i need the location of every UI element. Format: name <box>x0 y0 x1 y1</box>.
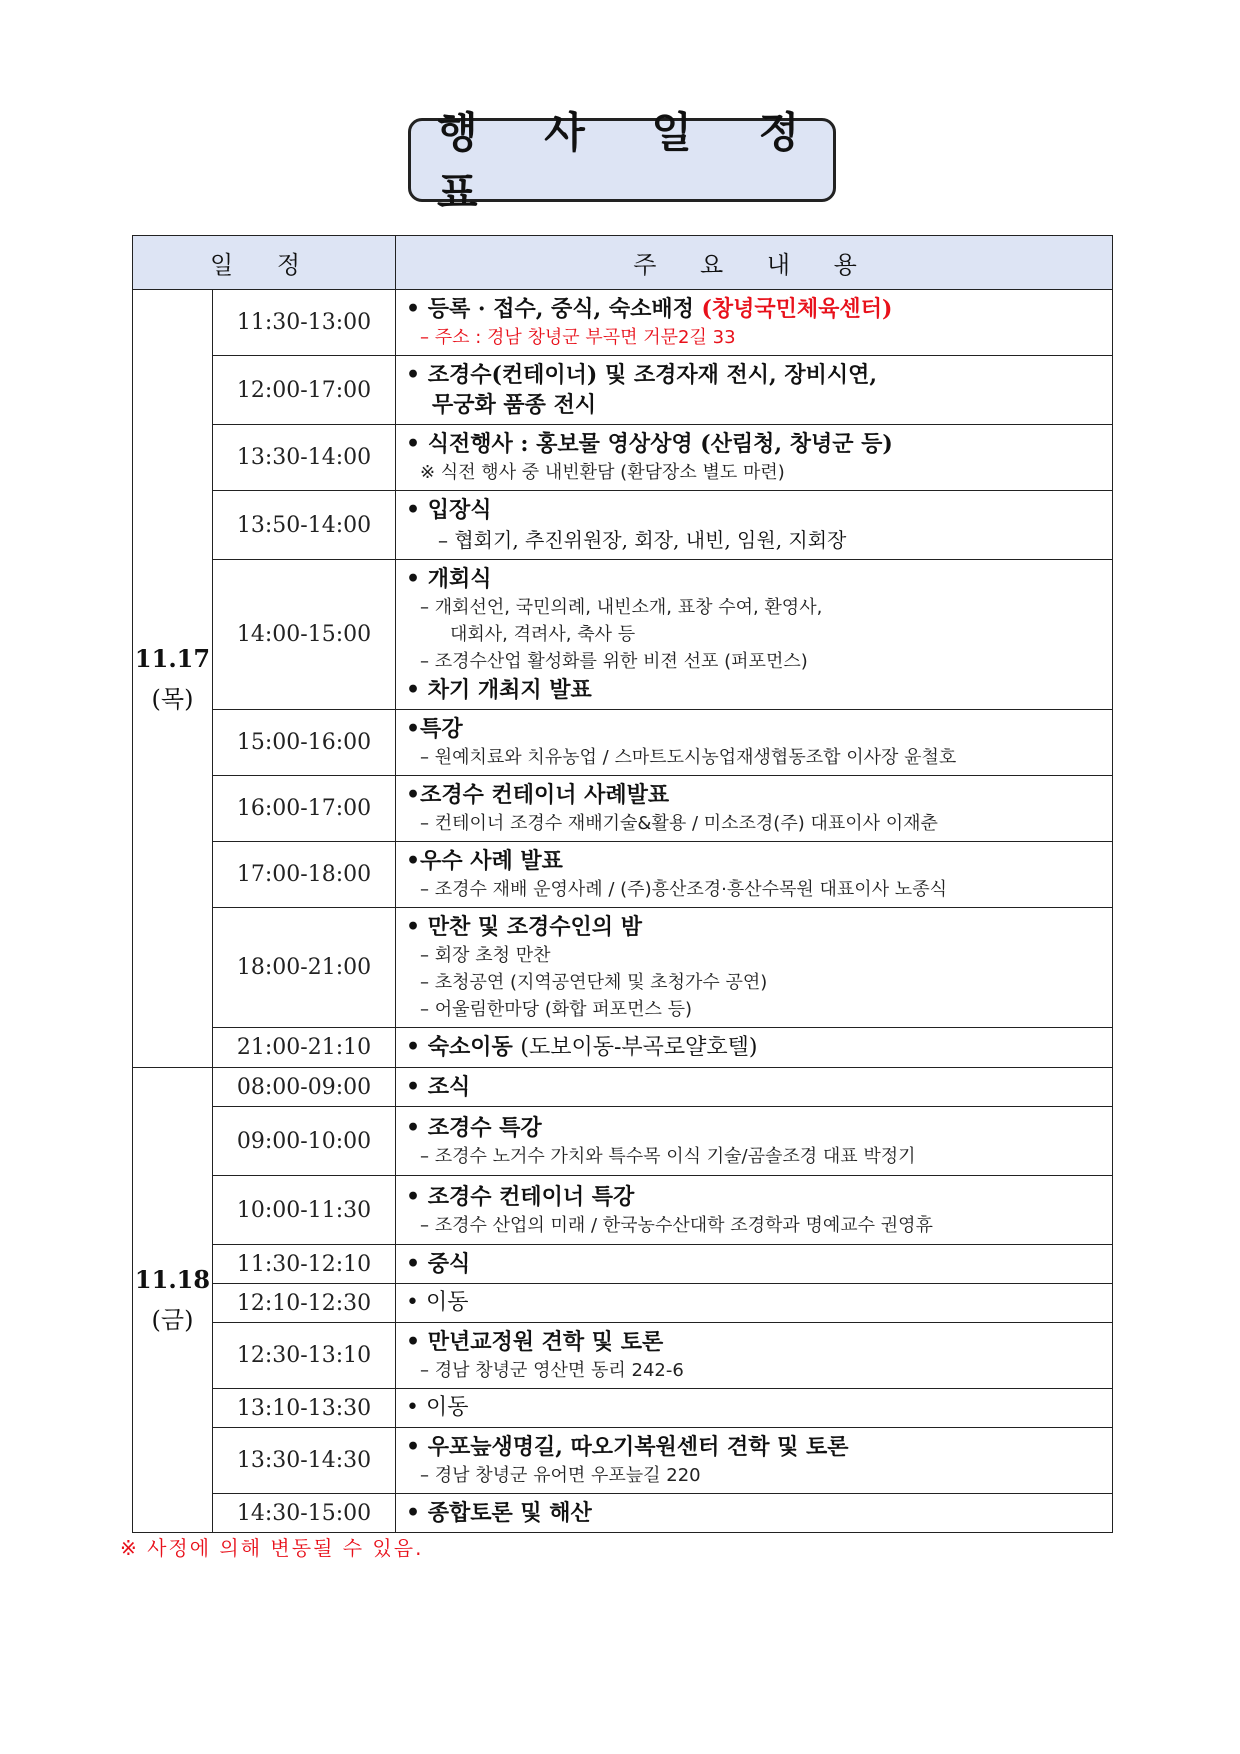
table-header-row <box>133 236 1113 290</box>
table-row <box>133 1284 1113 1323</box>
item-plain-text: (도보이동-부곡로얄호텔) <box>520 1035 758 1060</box>
day-cell-2 <box>133 1068 213 1533</box>
item-text: •조경수 컨테이너 사례발표 <box>406 782 670 808</box>
content-cell <box>396 776 1113 842</box>
item-text: • 조경수 특강 <box>406 1114 542 1141</box>
content-cell <box>396 1389 1113 1428</box>
table-row <box>133 842 1113 908</box>
item-text: • 개회식 <box>406 566 492 592</box>
time-cell: 15:00-16:00 <box>213 710 396 776</box>
sub-text: – 조경수 노거수 가치와 특수목 이식 기술/곰솔조경 대표 박정기 <box>420 1145 916 1167</box>
item-text: • 우포늪생명길, 따오기복원센터 견학 및 토론 <box>406 1434 849 1460</box>
content-cell <box>396 908 1113 1028</box>
item-red-text: (창녕국민체육센터) <box>701 296 893 322</box>
table-row <box>133 1107 1113 1176</box>
item-text: • 이동 <box>406 1395 469 1420</box>
sub-text: – 원예치료와 치유농업 / 스마트도시농업재생협동조합 이사장 윤철호 <box>420 747 957 768</box>
time-cell: 13:10-13:30 <box>213 1389 396 1428</box>
table-row <box>133 1028 1113 1068</box>
table-row <box>133 1176 1113 1245</box>
content-cell <box>396 1428 1113 1494</box>
table-row <box>133 908 1113 1028</box>
sub-text: – 경남 창녕군 영산면 동리 242-6 <box>420 1360 684 1381</box>
table-row <box>133 776 1113 842</box>
sub-text: – 주소 : 경남 창녕군 부곡면 거문2길 33 <box>420 327 736 348</box>
table-row <box>133 1428 1113 1494</box>
content-cell <box>396 1323 1113 1389</box>
day-weekday: (목) <box>151 684 194 713</box>
time-cell: 13:30-14:00 <box>213 425 396 491</box>
time-cell: 16:00-17:00 <box>213 776 396 842</box>
footnote: ※ 사정에 의해 변동될 수 있음. <box>120 1536 424 1560</box>
content-cell <box>396 842 1113 908</box>
time-cell: 08:00-09:00 <box>213 1068 396 1107</box>
sub-text: – 조경수산업 활성화를 위한 비젼 선포 (퍼포먼스) <box>420 651 808 672</box>
table-row <box>133 1323 1113 1389</box>
sub-text-cont: 대회사, 격려사, 축사 등 <box>450 624 636 645</box>
time-cell: 12:00-17:00 <box>213 356 396 425</box>
sub-text: – 어울림한마당 (화합 퍼포먼스 등) <box>420 999 692 1020</box>
item-text: • 만년교정원 견학 및 토론 <box>406 1329 664 1355</box>
header-date: 일 정 <box>133 236 396 290</box>
item-text: • 차기 개최지 발표 <box>406 677 592 703</box>
item-text: • 중식 <box>406 1251 471 1277</box>
table-row <box>133 1068 1113 1107</box>
day-cell-1 <box>133 290 213 1068</box>
content-cell <box>396 425 1113 491</box>
time-cell: 14:00-15:00 <box>213 560 396 710</box>
item-text: • 숙소이동 <box>406 1034 521 1060</box>
time-cell: 21:00-21:10 <box>213 1028 396 1068</box>
day-date: 11.17 <box>134 643 211 673</box>
item-text: •특강 <box>406 716 463 742</box>
item-text: • 종합토론 및 해산 <box>406 1500 592 1526</box>
table-row <box>133 356 1113 425</box>
time-cell: 14:30-15:00 <box>213 1494 396 1533</box>
header-content: 주 요 내 용 <box>396 236 1113 290</box>
day-date: 11.18 <box>134 1265 211 1294</box>
item-text: • 등록 · 접수, 중식, 숙소배정 <box>406 296 702 322</box>
item-text-cont: 무궁화 품종 전시 <box>432 392 597 418</box>
item-text: • 조식 <box>406 1074 471 1100</box>
item-text: • 조경수(컨테이너) 및 조경자재 전시, 장비시연, <box>406 362 878 388</box>
time-cell: 12:30-13:10 <box>213 1323 396 1389</box>
sub-text: – 회장 초청 만찬 <box>420 945 551 966</box>
day-weekday: (금) <box>151 1306 194 1334</box>
table-row <box>133 560 1113 710</box>
time-cell: 11:30-13:00 <box>213 290 396 356</box>
sub-text: – 조경수 재배 운영사례 / (주)흥산조경·흥산수목원 대표이사 노종식 <box>420 879 947 900</box>
content-cell <box>396 1068 1113 1107</box>
time-cell: 12:10-12:30 <box>213 1284 396 1323</box>
sub-text: – 협회기, 추진위원장, 회장, 내빈, 임원, 지회장 <box>438 528 847 552</box>
item-text: • 만찬 및 조경수인의 밤 <box>406 914 642 940</box>
table-row <box>133 1245 1113 1284</box>
content-cell <box>396 710 1113 776</box>
time-cell: 18:00-21:00 <box>213 908 396 1028</box>
time-cell: 13:30-14:30 <box>213 1428 396 1494</box>
time-cell: 11:30-12:10 <box>213 1245 396 1284</box>
sub-text: – 컨테이너 조경수 재배기술&활용 / 미소조경(주) 대표이사 이재춘 <box>420 813 938 834</box>
content-cell <box>396 290 1113 356</box>
content-cell <box>396 560 1113 710</box>
content-cell <box>396 1107 1113 1176</box>
sub-text: – 개회선언, 국민의례, 내빈소개, 표창 수여, 환영사, <box>420 597 823 618</box>
time-cell: 13:50-14:00 <box>213 491 396 560</box>
table-row <box>133 1494 1113 1533</box>
table-row <box>133 425 1113 491</box>
table-row <box>133 1389 1113 1428</box>
content-cell <box>396 491 1113 560</box>
content-cell <box>396 356 1113 425</box>
sub-text: – 조경수 산업의 미래 / 한국농수산대학 조경학과 명예교수 권영휴 <box>420 1214 933 1236</box>
schedule-table <box>132 235 1113 1533</box>
sub-text: – 경남 창녕군 유어면 우포늪길 220 <box>420 1465 701 1486</box>
content-cell <box>396 1494 1113 1533</box>
content-cell <box>396 1176 1113 1245</box>
item-text: • 입장식 <box>406 497 492 523</box>
content-cell <box>396 1028 1113 1068</box>
time-cell: 17:00-18:00 <box>213 842 396 908</box>
title-box <box>408 108 836 217</box>
sub-text: – 초청공연 (지역공연단체 및 초청가수 공연) <box>420 972 768 993</box>
table-row <box>133 710 1113 776</box>
content-cell <box>396 1245 1113 1284</box>
item-text: • 이동 <box>406 1290 469 1315</box>
page-title: 행 사 일 정 표 <box>437 108 826 217</box>
time-cell: 10:00-11:30 <box>213 1176 396 1245</box>
item-text: •우수 사례 발표 <box>406 848 563 874</box>
table-row <box>133 290 1113 356</box>
sub-text: ※ 식전 행사 중 내빈환담 (환담장소 별도 마련) <box>420 462 785 483</box>
time-cell: 09:00-10:00 <box>213 1107 396 1176</box>
item-text: • 조경수 컨테이너 특강 <box>406 1183 635 1210</box>
content-cell <box>396 1284 1113 1323</box>
item-text: • 식전행사 : 홍보물 영상상영 (산림청, 창녕군 등) <box>406 431 893 457</box>
table-row <box>133 491 1113 560</box>
